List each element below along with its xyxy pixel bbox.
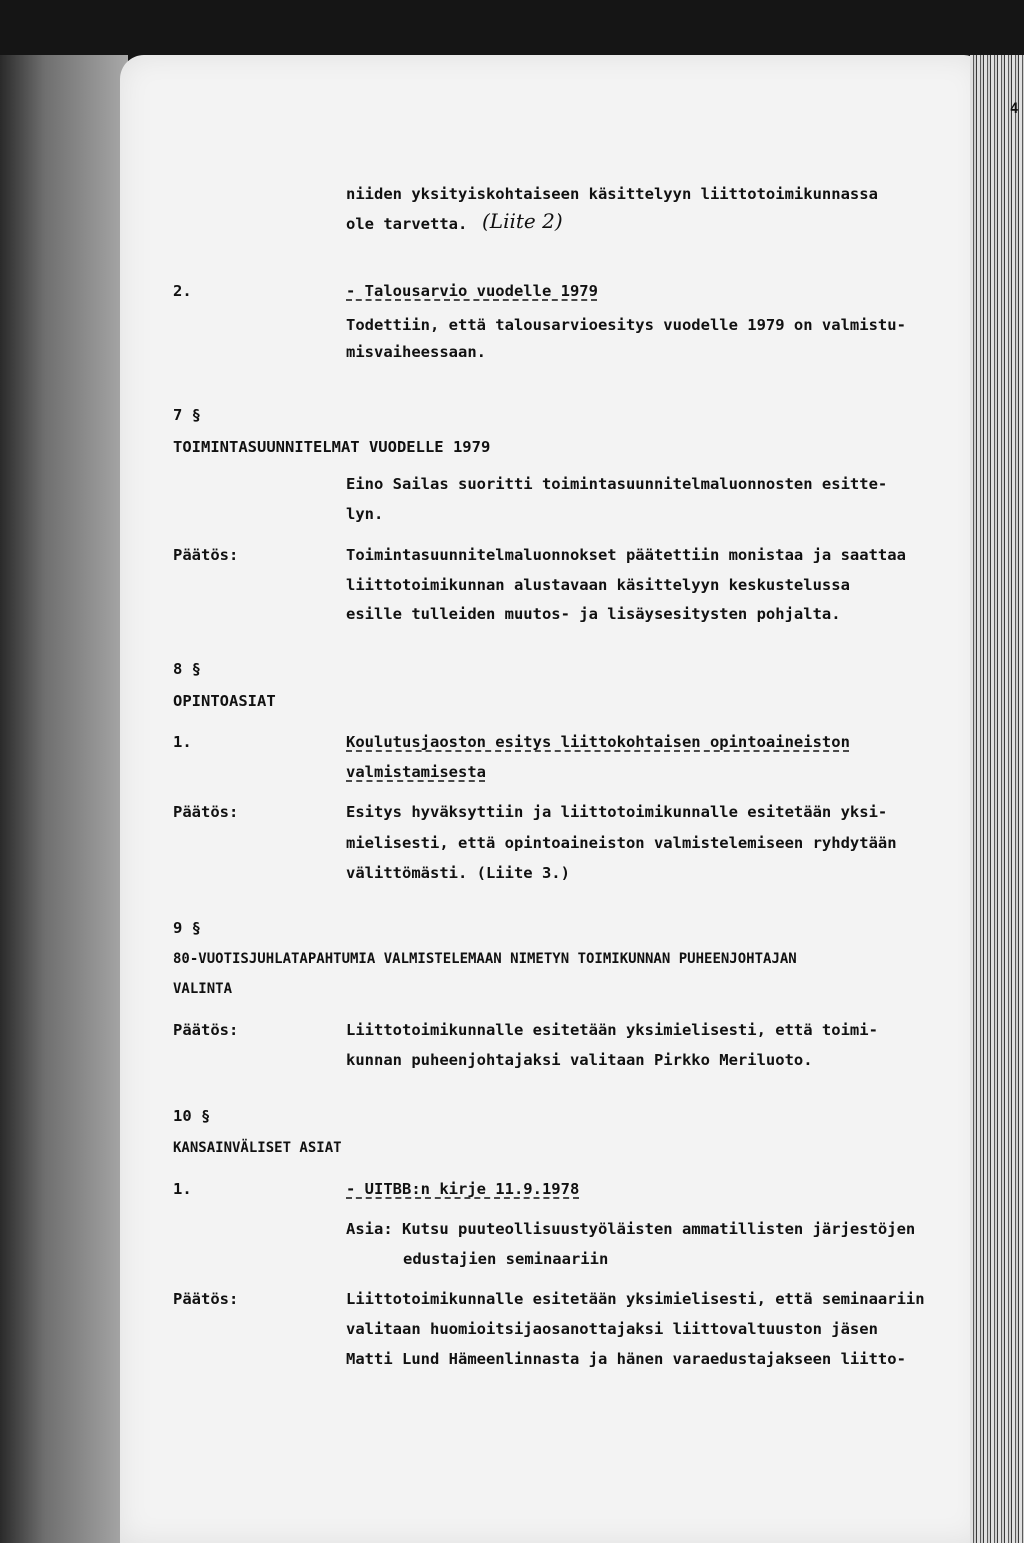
section-10-decision-label: Päätös: xyxy=(173,1290,239,1308)
section-10-asia-line-2: edustajien seminaariin xyxy=(403,1250,609,1268)
section-8-decision-line-2: mielisesti, että opintoaineiston valmistelemiseen ryhdytään xyxy=(346,834,897,852)
section-7-number: 7 § xyxy=(173,406,201,424)
section-10-item-heading: - UITBB:n kirje 11.9.1978 xyxy=(346,1180,580,1198)
intro-line-1: niiden yksityiskohtaiseen käsittelyyn liittotoimikunnassa xyxy=(346,185,878,203)
section-7-decision-line-1: Toimintasuunnitelmaluonnokset päätettiin monistaa ja saattaa xyxy=(346,546,906,564)
section-8-decision-line-1: Esitys hyväksyttiin ja liittotoimikunnalle esitetään yksi- xyxy=(346,803,888,821)
item-2-body-line-1: Todettiin, että talousarvioesitys vuodelle 1979 on valmistu- xyxy=(346,316,906,334)
page-number: 4 xyxy=(1010,101,1019,117)
item-2-body-line-2: misvaiheessaan. xyxy=(346,343,486,361)
section-7-body-line-2: lyn. xyxy=(346,505,384,523)
section-10-number: 10 § xyxy=(173,1107,211,1125)
scan-top-border xyxy=(0,0,1024,62)
section-10-decision-line-3: Matti Lund Hämeenlinnasta ja hänen varaedustajakseen liitto- xyxy=(346,1350,906,1368)
section-8-decision-label: Päätös: xyxy=(173,803,239,821)
item-2-heading: - Talousarvio vuodelle 1979 xyxy=(346,282,598,300)
page-stack-edge xyxy=(970,55,1024,1543)
section-8-item-number: 1. xyxy=(173,733,192,751)
section-9-title-line-1: 80-VUOTISJUHLATAPAHTUMIA VALMISTELEMAAN NIMETYN TOIMIKUNNAN PUHEENJOHTAJAN xyxy=(173,951,797,967)
handwritten-note: (Liite 2) xyxy=(482,209,563,233)
section-9-number: 9 § xyxy=(173,919,201,937)
section-9-title-line-2: VALINTA xyxy=(173,981,233,997)
section-10-asia-line-1: Asia: Kutsu puuteollisuustyöläisten ammatillisten järjestöjen xyxy=(346,1220,916,1238)
section-10-decision-line-2: valitaan huomioitsijaosanottajaksi liittovaltuuston jäsen xyxy=(346,1320,878,1338)
section-8-title: OPINTOASIAT xyxy=(173,692,276,710)
section-7-body-line-1: Eino Sailas suoritti toimintasuunnitelmaluonnosten esitte- xyxy=(346,475,888,493)
item-2-number: 2. xyxy=(173,282,192,300)
section-9-decision-label: Päätös: xyxy=(173,1021,239,1039)
section-10-item-number: 1. xyxy=(173,1180,192,1198)
section-7-decision-label: Päätös: xyxy=(173,546,239,564)
previous-page-edge xyxy=(0,55,128,1543)
section-8-decision-line-3: välittömästi. (Liite 3.) xyxy=(346,864,570,882)
section-9-decision-line-2: kunnan puheenjohtajaksi valitaan Pirkko Meriluoto. xyxy=(346,1051,813,1069)
section-8-item-heading-line-1: Koulutusjaoston esitys liittokohtaisen opintoaineiston xyxy=(346,733,850,751)
section-9-decision-line-1: Liittotoimikunnalle esitetään yksimielisesti, että toimi- xyxy=(346,1021,878,1039)
section-10-title: KANSAINVÄLISET ASIAT xyxy=(173,1140,342,1156)
section-8-item-heading-line-2: valmistamisesta xyxy=(346,763,486,781)
section-7-decision-line-2: liittotoimikunnan alustavaan käsittelyyn keskustelussa xyxy=(346,576,850,594)
section-7-decision-line-3: esille tulleiden muutos- ja lisäysesitysten pohjalta. xyxy=(346,605,841,623)
section-7-title: TOIMINTASUUNNITELMAT VUODELLE 1979 xyxy=(173,438,491,456)
section-8-number: 8 § xyxy=(173,660,201,678)
section-10-decision-line-1: Liittotoimikunnalle esitetään yksimielisesti, että seminaariin xyxy=(346,1290,925,1308)
intro-line-2: ole tarvetta. xyxy=(346,215,468,233)
